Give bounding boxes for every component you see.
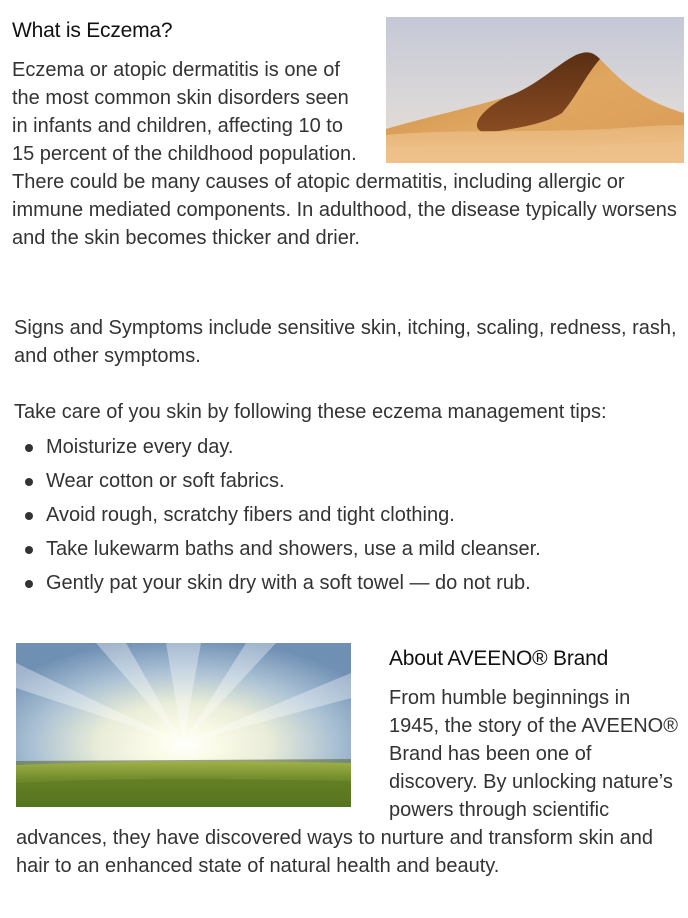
symptoms-paragraph: Signs and Symptoms include sensitive skin, itching, scaling, redness, rash, and other symptoms. — [14, 317, 677, 367]
tip-text: Moisturize every day. — [46, 436, 234, 458]
list-item — [14, 532, 682, 566]
eczema-paragraph: Eczema or atopic dermatitis is one of the most common skin disorders seen in infants and children, affecting 10 to 15 percent of the childhood population. There could be many causes of atopic dermatitis, including allergic or immune mediated components. In adulthood, the disease typically worsens and the skin becomes thicker and drier. — [12, 59, 677, 249]
tip-text: Take lukewarm baths and showers, use a mild cleanser. — [46, 538, 541, 560]
tips-list — [14, 430, 682, 600]
list-item — [14, 566, 682, 600]
brand-heading: About AVEENO® Brand — [389, 647, 609, 670]
desert-dune-image — [386, 17, 684, 163]
list-item — [14, 464, 682, 498]
tip-text: Avoid rough, scratchy fibers and tight clothing. — [46, 504, 455, 526]
tips-section — [14, 398, 682, 600]
symptoms-section — [14, 314, 682, 370]
bullet-icon — [25, 478, 33, 486]
brand-section — [16, 642, 684, 880]
bullet-icon — [25, 512, 33, 520]
eczema-heading: What is Eczema? — [12, 19, 173, 42]
tip-text: Wear cotton or soft fabrics. — [46, 470, 285, 492]
bullet-icon — [25, 580, 33, 588]
eczema-section — [12, 14, 684, 252]
brand-paragraph: From humble beginnings in 1945, the story of the AVEENO® Brand has been one of discovery. By unlocking nature’s powers through scientific advances, they have discovered ways to nurture and transform skin and hair to an enhanced state of natural health and beauty. — [16, 687, 678, 877]
bullet-icon — [25, 546, 33, 554]
list-item — [14, 498, 682, 532]
tips-intro: Take care of you skin by following these eczema management tips: — [14, 401, 607, 423]
sunrise-field-image — [16, 643, 351, 807]
bullet-icon — [25, 444, 33, 452]
tip-text: Gently pat your skin dry with a soft towel — do not rub. — [46, 572, 531, 594]
list-item — [14, 430, 682, 464]
